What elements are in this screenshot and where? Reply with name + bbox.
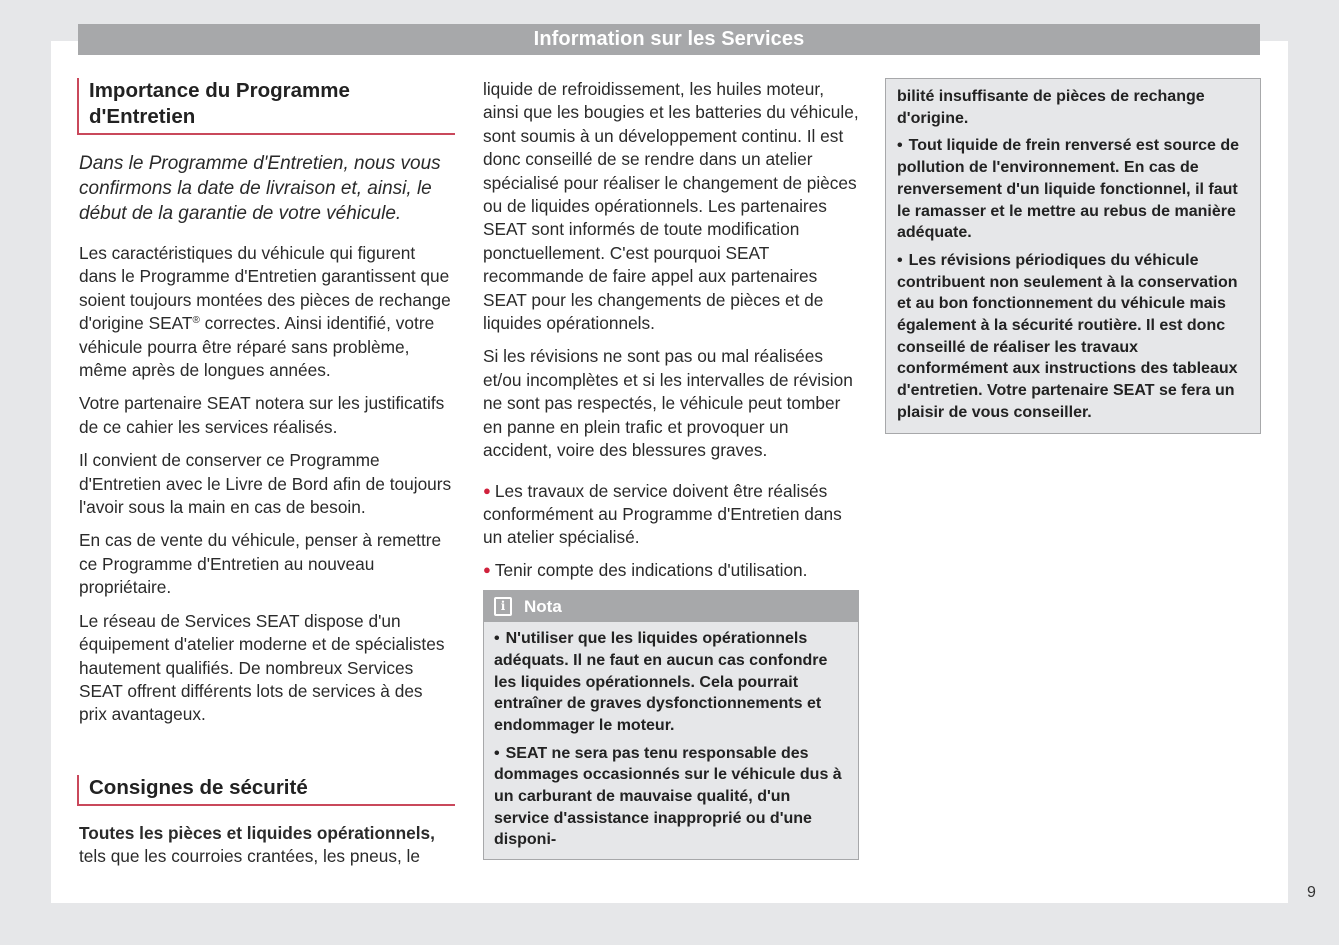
note-item-text: SEAT ne sera pas tenu responsable des dommages occasionnés sur le véhicule dus à un carburant de mauvaise qualité, d'un service d'assistance inapproprié ou d'une disponi-: [494, 744, 842, 849]
paragraph: Le réseau de Services SEAT dispose d'un équipement d'atelier moderne et de spécialistes hautement qualifiés. De nombreux Services SEAT offrent différents lots de services à des prix avantageux.: [79, 610, 445, 725]
bullet-icon: •: [897, 251, 903, 269]
paragraph-text: correctes. Ainsi identifié, votre véhicule pourra être réparé sans problème, même après de longues années.: [79, 313, 435, 381]
note-box: [483, 590, 859, 860]
section-heading-programme: Importance du Programme d'Entretien: [77, 78, 455, 135]
info-icon: i: [494, 597, 512, 616]
paragraph: [79, 822, 455, 869]
section-intro: Dans le Programme d'Entretien, nous vous confirmons la date de livraison et, ainsi, le début de la garantie de votre véhicule.: [79, 153, 441, 224]
note-item: [897, 135, 1249, 244]
bold-lead: Toutes les pièces et liquides opérationnels,: [79, 822, 435, 843]
column-3: [885, 78, 1261, 434]
paragraph: [79, 242, 455, 382]
note-item-text: Les révisions périodiques du véhicule contribuent non seulement à la conservation et au bon fonctionnement du véhicule mais également à la sécurité routière. Il est donc conseillé de réaliser les travaux conformément aux instructions des tableaux d'entretien. Votre partenaire SEAT se fera un plaisir de vous conseiller.: [897, 251, 1238, 421]
note-box-continued: [885, 78, 1261, 434]
note-title: Nota: [524, 597, 562, 617]
note-body: [484, 622, 858, 859]
note-item: [494, 743, 848, 852]
section-heading-securite: Consignes de sécurité: [77, 775, 455, 806]
chapter-title: Information sur les Services: [533, 28, 805, 50]
bullet-icon: ●: [483, 561, 491, 577]
bullet-icon: •: [494, 744, 500, 762]
note-item: [897, 250, 1249, 424]
list-item-text: Les travaux de service doivent être réalisés conformément au Programme d'Entretien dans un atelier spécialisé.: [483, 480, 842, 548]
paragraph: Il convient de conserver ce Programme d'Entretien avec le Livre de Bord afin de toujours l'avoir sous la main en cas de besoin.: [79, 450, 452, 518]
paragraph: En cas de vente du véhicule, penser à remettre ce Programme d'Entretien au nouveau propriétaire.: [79, 530, 442, 598]
bullet-icon: •: [897, 137, 903, 155]
list-item: [483, 479, 859, 550]
paragraph: liquide de refroidissement, les huiles moteur, ainsi que les bougies et les batteries du véhicule, sont soumis à un développement continu. Il est donc conseillé de se rendre dans un atelier spécialisé pour réaliser le changement de pièces ou de liquides opérationnels. Les partenaires SEAT sont informés de toute modification ponctuellement. C'est pourquoi SEAT recommande de faire appel aux partenaires SEAT pour les changements de pièces et de liquides opérationnels.: [483, 79, 859, 334]
paragraph: Votre partenaire SEAT notera sur les justificatifs de ce cahier les services réalisés.: [79, 393, 445, 437]
column-1: [79, 78, 455, 869]
note-header: [484, 591, 858, 622]
bullet-icon: ●: [483, 482, 491, 498]
paragraph: Si les révisions ne sont pas ou mal réalisées et/ou incomplètes et si les intervalles de révision ne sont pas respectés, le véhicule peut tomber en panne en plein trafic et provoquer un accident, voire des blessures graves.: [483, 346, 853, 461]
note-item: bilité insuffisante de pièces de rechange d'origine.: [897, 88, 1205, 127]
chapter-header: [78, 24, 1260, 55]
page-number: 9: [1307, 884, 1316, 901]
paragraph-text: Les caractéristiques du véhicule qui figurent dans le Programme d'Entretien garantissent que soient toujours montées des pièces de rechange d'origine SEAT: [79, 243, 451, 334]
paragraph-text: tels que les courroies crantées, les pneus, le: [79, 846, 421, 867]
bullet-list: [483, 479, 859, 583]
column-2: [483, 78, 859, 860]
registered-mark: ®: [192, 315, 200, 327]
list-item: [483, 558, 859, 582]
note-item-text: N'utiliser que les liquides opérationnels adéquats. Il ne faut en aucun cas confondre les liquides opérationnels. Cela pourrait entraîner de graves dysfonctionnements et endommager le moteur.: [494, 630, 828, 734]
note-item: [494, 628, 848, 737]
note-item-text: Tout liquide de frein renversé est source de pollution de l'environnement. En cas de renversement d'un liquide fonctionnel, il faut le ramasser et le mettre au rebus de manière adéquate.: [897, 137, 1240, 242]
bullet-icon: •: [494, 630, 500, 648]
list-item-text: Tenir compte des indications d'utilisation.: [494, 559, 808, 580]
